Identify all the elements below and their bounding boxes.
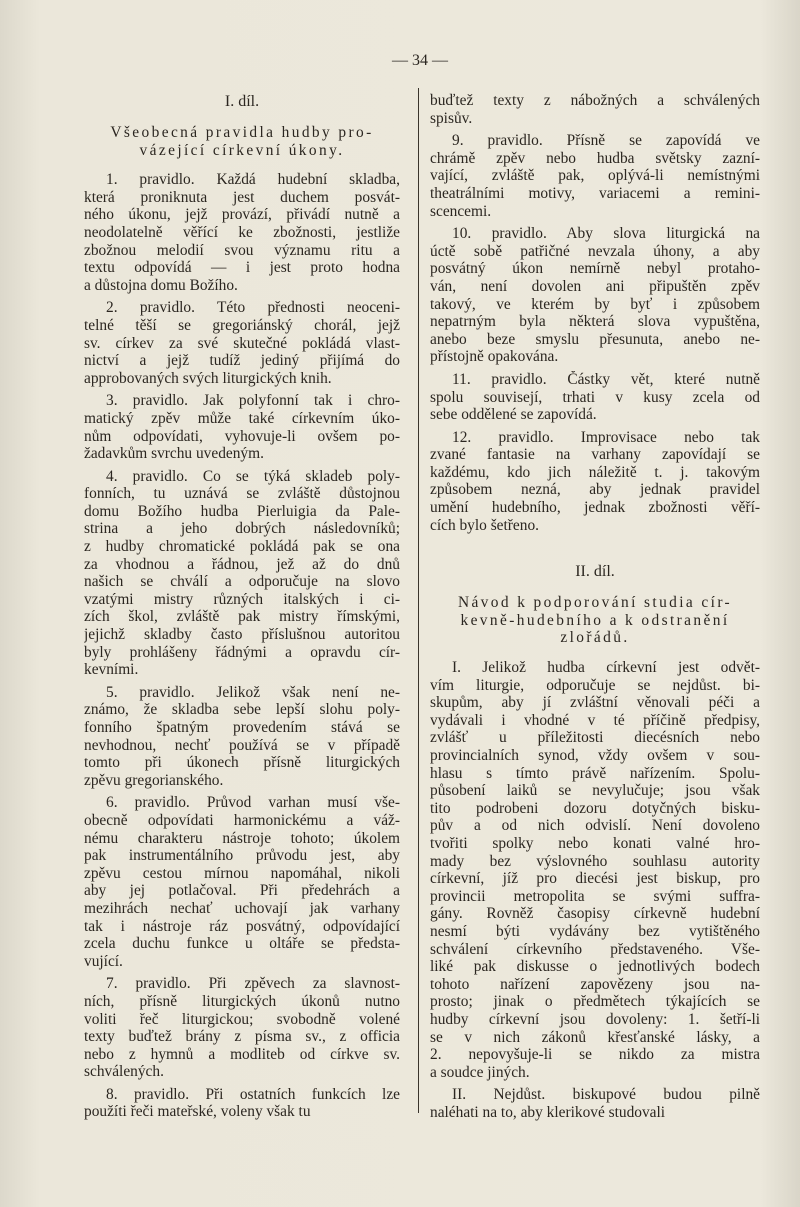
text-line: naléhati na to, aby klerikové studovali: [430, 1103, 666, 1121]
right-column: [430, 92, 760, 1126]
text-line: tohoto nařízení zapovězeny jsou na-: [430, 975, 760, 993]
text-line: takový, ve kterém by byť i způsobem: [430, 295, 760, 313]
text-line: II. Nejdůst. biskupové budou pilně: [452, 1086, 760, 1104]
text-line: scencemi.: [430, 202, 492, 220]
text-line: 7. pravidlo. Při zpěvech za slavnost-: [106, 975, 400, 993]
text-line: hlasu s tímto právě nařízením. Spolu-: [430, 764, 760, 782]
text-line: ván, není dovolen ani připuštěn zpěv: [430, 277, 760, 295]
text-line: zbožnou melodií svou významu ritu a: [84, 241, 400, 259]
part-title-1: I. díl.: [224, 93, 260, 110]
text-line: a soudce jiných.: [430, 1063, 530, 1081]
text-line: 11. pravidlo. Částky vět, které nutně: [452, 370, 760, 388]
text-line: textu odpovídá — i jest proto hodna: [84, 259, 400, 277]
text-line: vázející církevní úkony.: [139, 141, 345, 159]
text-line: známo, že skladba sebe lepší slohu poly-: [84, 701, 400, 719]
text-line: zvané fantasie na varhany zapovídají se: [430, 446, 760, 464]
text-line: chrámě zpěv nebo hudba světsky zazní-: [430, 149, 760, 167]
text-line: domu Božího hudba Pierluigia da Pale-: [84, 502, 400, 520]
text-line: přístojně opakována.: [430, 348, 559, 366]
left-column: [84, 92, 400, 1126]
text-line: spolu souvisejí, trhati v kusy zcela od: [430, 388, 760, 406]
text-line: a důstojna domu Božího.: [84, 276, 238, 294]
text-line: jejichž skladby často příslušnou autoritou: [84, 626, 400, 644]
text-line: tomto při úkonech přísně liturgických: [84, 754, 400, 772]
text-line: vující.: [84, 952, 123, 970]
text-line: kevními.: [84, 661, 139, 679]
paragraph-section-II: [430, 1086, 760, 1121]
text-line: nictví a jejž tudíž jediný přijímá do: [84, 352, 400, 370]
text-line: gány. Rovněž časopisy církevně hudební: [430, 905, 760, 923]
text-line: se v nich zákonů křesťanské lásky, a: [430, 1028, 760, 1046]
section-heading-2: [430, 594, 760, 647]
paragraph-rule-4: [84, 468, 400, 679]
text-line: obecně odpovídati harmonickému a váž-: [84, 811, 400, 829]
text-line: skupům, aby jí zvláštní věnovali péči a: [430, 694, 760, 712]
text-line: úctě sobě patřičné nevzala úhony, a aby: [430, 242, 760, 260]
text-line: telné těší se gregoriánský chorál, jejž: [84, 316, 400, 334]
paragraph-rule-1: [84, 171, 400, 294]
text-line: nesmí býti vydávány bez vytištěného: [430, 922, 760, 940]
paragraph-rule-12: [430, 429, 760, 535]
text-line: nevhodnou, nechť používá se v případě: [84, 736, 400, 754]
text-line: fonních, tu uznává se zvláště důstojnou: [84, 485, 400, 503]
text-line: aby jej potlačoval. Při předehrách a: [84, 882, 400, 900]
text-line: žadavkům svrchu uvedeným.: [84, 445, 264, 463]
text-line: hudby církevní jsou dovoleny: 1. šetří-li: [430, 1010, 760, 1028]
text-line: mezihrách nechať uchovají jak varhany: [84, 899, 400, 917]
text-line: texty buďtež brány z písma sv., z officia: [84, 1028, 400, 1046]
text-line: 1. pravidlo. Každá hudební skladba,: [106, 171, 400, 189]
text-line: umění hudebního, jednak zbožnosti věří-: [430, 499, 760, 517]
paragraph-section-I: [430, 659, 760, 1081]
text-line: tito podrobeni dozoru dotyčných bisku-: [430, 799, 760, 817]
text-line: cích bylo šetřeno.: [430, 516, 539, 534]
text-line: kevně-hudebního a k odstranění: [460, 611, 730, 629]
text-line: vzatými mistry různých italských i ci-: [84, 590, 400, 608]
text-line: pův a od nich odvislí. Není dovoleno: [430, 817, 760, 835]
text-line: schválení církevního představeného. Vše-: [430, 940, 760, 958]
text-line: sv. církev za své skutečné pokládá vlast-: [84, 334, 400, 352]
text-line: posvátný úkon nemírně nebyl protaho-: [430, 260, 760, 278]
text-line: approbovaných svých liturgických knih.: [84, 369, 332, 387]
text-line: působení laiků se nevylučuje; jsou však: [430, 782, 760, 800]
text-line: 2. pravidlo. Této přednosti neoceni-: [106, 299, 400, 317]
text-line: byly prohlášeny řádnými a opravdu cír-: [84, 643, 400, 661]
text-line: ních, přísně liturgických úkonů nutno: [84, 992, 400, 1010]
column-divider: [418, 88, 419, 1113]
text-line: každému, kdo jich náležitě t. j. takovým: [430, 463, 760, 481]
text-line: 8. pravidlo. Při ostatních funkcích lze: [106, 1085, 400, 1103]
text-line: nému charakteru nástroje tohoto; úkolem: [84, 829, 400, 847]
text-line: nebo z hymnů a modliteb od církve sv.: [84, 1045, 400, 1063]
paragraph-rule-9: [430, 132, 760, 220]
text-line: 12. pravidlo. Improvisace nebo tak: [452, 428, 760, 446]
text-line: z hudby chromatické pokládá pak se ona: [84, 538, 400, 556]
text-line: zpěvu cestou mírnou napomáhal, nikoli: [84, 864, 400, 882]
text-line: I. Jelikož hudba církevní jest odvět-: [452, 659, 760, 677]
text-line: ného úkonu, jejž provází, přivádí nutně a: [84, 206, 400, 224]
text-line: 4. pravidlo. Co se týká skladeb poly-: [106, 467, 400, 485]
text-line: 5. pravidlo. Jelikož však není ne-: [106, 683, 400, 701]
text-line: strina a jeho dobrých následovníků;: [84, 520, 400, 538]
text-line: matický zpěv může také církevním úko-: [84, 409, 400, 427]
text-line: mady bez výslovného souhlasu autority: [430, 852, 760, 870]
text-line: 9. pravidlo. Přísně se zapovídá ve: [452, 132, 760, 150]
paragraph-rule-11: [430, 371, 760, 424]
text-line: nepatrným byla některá slova vypuštěna,: [430, 313, 760, 331]
paragraph-rule-8: [84, 1086, 400, 1121]
part-title-2: II. díl.: [575, 563, 615, 581]
text-line: spisův.: [430, 109, 473, 127]
text-line: nům odpovídati, vyhovuje-li ovšem po-: [84, 427, 400, 445]
paragraph-rule-3: [84, 392, 400, 462]
text-line: sebe oddělené se zapovídá.: [430, 406, 597, 424]
text-line: Všeobecná pravidla hudby pro-: [110, 124, 374, 141]
section-heading-1: [84, 124, 400, 159]
paragraph-continued: [430, 92, 760, 127]
text-line: buďtež texty z nábožných a schválených: [430, 92, 760, 109]
text-line: církevní, jíž pro diecési jest biskup, pro: [430, 870, 760, 888]
text-line: vydávali i vhodné v té příčině předpisy,: [430, 711, 760, 729]
text-line: použíti řeči mateřské, voleny však tu: [84, 1103, 311, 1121]
text-line: prosto; jinak o předmětech týkajících se: [430, 993, 760, 1011]
text-line: fonního špatným provedením stává se: [84, 719, 400, 736]
text-line: zcela duchu funkce u oltáře se předsta-: [84, 935, 400, 953]
text-line: vím liturgie, odporučuje se nejdůst. bi-: [430, 676, 760, 694]
text-line: způsobem nezná, aby jednak pravidel: [430, 481, 760, 499]
text-line: voliti řeč liturgickou; svobodně volené: [84, 1010, 400, 1028]
text-line: 3. pravidlo. Jak polyfonní tak i chro-: [106, 392, 400, 410]
text-line: zpěvu gregorianského.: [84, 771, 224, 789]
paragraph-rule-2: [84, 299, 400, 387]
text-line: našich se chválí a odporučuje na slovo: [84, 573, 400, 591]
text-line: vající, zvláště pak, oplývá-li nemístnými: [430, 167, 760, 185]
text-line: anebo beze smyslu přesunuta, anebo ne-: [430, 330, 760, 348]
text-line: pak instrumentálního průvodu jest, aby: [84, 847, 400, 865]
text-line: tak i nástroje ráz posvátný, odpovídající: [84, 917, 400, 935]
paragraph-rule-6: [84, 794, 400, 970]
text-line: Návod k podporování studia cír-: [457, 594, 733, 612]
text-line: provincialních synod, vždy ovšem v sou-: [430, 747, 760, 764]
text-line: zích škol, zvláště pak mistry římskými,: [84, 608, 400, 626]
text-line: liké pak diskusse o jednotlivých bodech: [430, 958, 760, 976]
page-number: — 34 —: [392, 52, 448, 69]
text-line: zlořádů.: [560, 629, 630, 647]
text-line: theatrálními motivy, variacemi a remini-: [430, 184, 760, 202]
text-line: 6. pravidlo. Průvod varhan musí vše-: [106, 794, 400, 812]
text-line: provincii metropolita se svými suffra-: [430, 887, 760, 905]
text-line: neodolatelně věřící ke zbožnosti, jestliže: [84, 223, 400, 241]
paragraph-rule-10: [430, 225, 760, 366]
text-line: která proniknuta jest duchem posvát-: [84, 188, 400, 206]
text-line: 10. pravidlo. Aby slova liturgická na: [452, 225, 760, 243]
text-line: tvořiti spolky nebo konati valné hro-: [430, 834, 760, 852]
text-line: za vhodnou a řádnou, jež až do dnů: [84, 555, 400, 573]
text-line: zvlášť u příležitosti diecésních nebo: [430, 729, 760, 747]
paragraph-rule-5: [84, 684, 400, 790]
text-line: schválených.: [84, 1063, 164, 1081]
text-line: 2. nepovyšuje-li se nikdo za mistra: [430, 1046, 760, 1064]
paragraph-rule-7: [84, 975, 400, 1081]
